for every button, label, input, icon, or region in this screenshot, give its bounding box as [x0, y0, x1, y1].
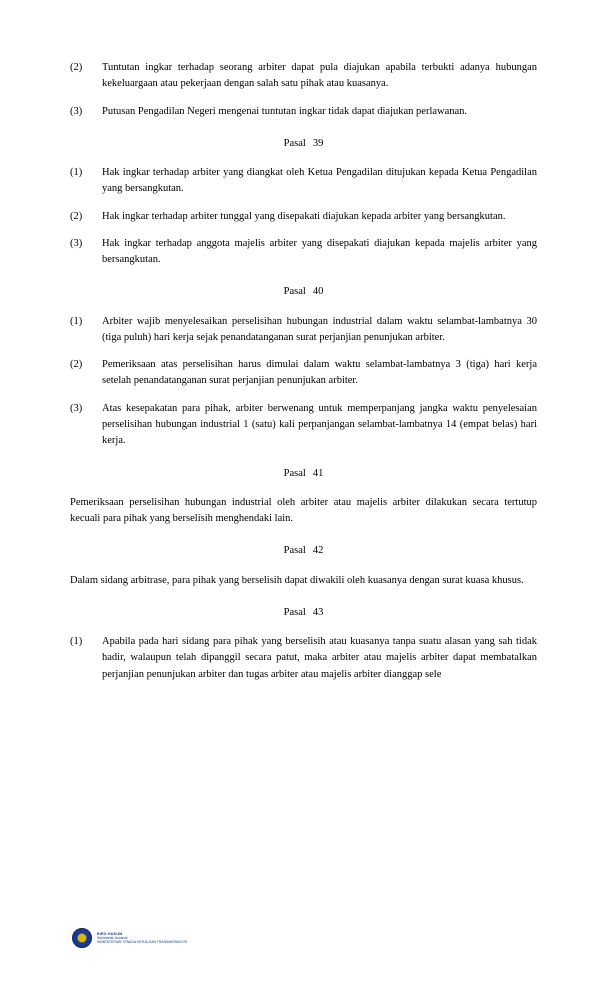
paragraph-number: (2) — [70, 359, 83, 371]
pasal-label: Pasal — [283, 467, 306, 479]
numbered-paragraph — [70, 60, 537, 93]
paragraph-text: Arbiter wajib menyelesaikan perselisihan hubungan industrial dalam waktu selambat-lambatnya 30 (tiga puluh) hari kerja sejak penandatanganan surat perjanjian penunjukan arbiter. — [102, 315, 537, 343]
pasal-label: Pasal — [283, 286, 306, 298]
numbered-paragraph — [70, 236, 537, 269]
paragraph-text: Putusan Pengadilan Negeri mengenai tuntutan ingkar tidak dapat diajukan perlawanan. — [102, 105, 468, 117]
numbered-paragraph — [70, 104, 537, 120]
numbered-paragraph — [70, 357, 537, 390]
pasal-heading — [70, 543, 537, 559]
numbered-paragraph — [70, 209, 537, 225]
numbered-paragraph — [70, 401, 537, 450]
body-paragraph: Dalam sidang arbitrase, para pihak yang berselisih dapat diwakili oleh kuasanya dengan surat kuasa khusus. — [70, 574, 524, 586]
pasal-heading — [70, 605, 537, 621]
paragraph-number: (3) — [70, 105, 83, 117]
paragraph-text: Pemeriksaan atas perselisihan harus dimulai dalam waktu selambat-lambatnya 3 (tiga) hari kerja setelah penandatanganan surat perjanjian penunjukan arbiter. — [102, 359, 537, 387]
paragraph-number: (2) — [70, 62, 83, 73]
paragraph-text: Hak ingkar terhadap anggota majelis arbiter yang disepakati diajukan kepada majelis arbiter yang bersangkutan. — [102, 237, 537, 266]
stamp-text-block — [97, 932, 187, 945]
paragraph-number: (1) — [70, 636, 83, 648]
paragraph-number: (2) — [70, 210, 83, 222]
pasal-heading — [70, 466, 537, 482]
paragraph-number: (1) — [70, 167, 83, 179]
pasal-heading — [70, 136, 537, 152]
stamp-line-3: KEMENTERIAN TENAGA KERJA DAN TRANSMIGRASI RI — [97, 940, 187, 945]
paragraph-number: (3) — [70, 402, 83, 414]
pasal-number: 39 — [312, 137, 324, 149]
paragraph-number: (1) — [70, 315, 83, 327]
paragraph-text: Tuntutan ingkar terhadap seorang arbiter dapat pula diajukan apabila terbukti adanya hubungan kekeluargaan atau pekerjaan dengan salah satu pihak atau kuasanya. — [102, 62, 537, 90]
paragraph-number: (3) — [70, 237, 83, 249]
pasal-heading — [70, 284, 537, 300]
footer-agency-stamp — [72, 928, 187, 948]
paragraph-text: Atas kesepakatan para pihak, arbiter berwenang untuk memperpanjang jangka waktu penyelesaian perselisihan hubungan industrial 1 (satu) kali perpanjangan selambat-lambatnya 14 (empat belas) hari kerja. — [102, 402, 537, 447]
pasal-label: Pasal — [283, 545, 306, 557]
pasal-number: 42 — [312, 545, 324, 557]
numbered-paragraph — [70, 634, 537, 683]
pasal-number: 43 — [312, 606, 324, 618]
pasal-label: Pasal — [283, 606, 306, 618]
pasal-number: 41 — [312, 467, 324, 479]
stamp-line-1: BIRO HUKUM — [97, 931, 123, 936]
body-paragraph: Pemeriksaan perselisihan hubungan industrial oleh arbiter atau majelis arbiter dilakukan secara tertutup kecuali para pihak yang berselisih menghendaki lain. — [70, 496, 537, 525]
paragraph-text: Hak ingkar terhadap arbiter yang diangkat oleh Ketua Pengadilan ditujukan kepada Ketua Pengadilan yang bersangkutan. — [102, 167, 537, 195]
pasal-number: 40 — [312, 286, 324, 298]
pasal-label: Pasal — [283, 137, 306, 149]
paragraph-text: Hak ingkar terhadap arbiter tunggal yang disepakati diajukan kepada arbiter yang bersangkutan. — [102, 210, 506, 222]
paragraph-text: Apabila pada hari sidang para pihak yang berselisih atau kuasanya tanpa suatu alasan yang sah tidak hadir, walaupun telah dipanggil secara patut, maka arbiter atau majelis arbiter dapat membatalkan perjanjian penunjukan arbiter dan tugas arbiter atau majelis arbiter dianggap sele — [102, 636, 537, 680]
stamp-line-2: Sekretariat Jenderal — [97, 935, 128, 940]
numbered-paragraph — [70, 314, 537, 347]
garuda-seal-icon — [72, 928, 92, 948]
document-body — [70, 60, 537, 683]
numbered-paragraph — [70, 165, 537, 198]
